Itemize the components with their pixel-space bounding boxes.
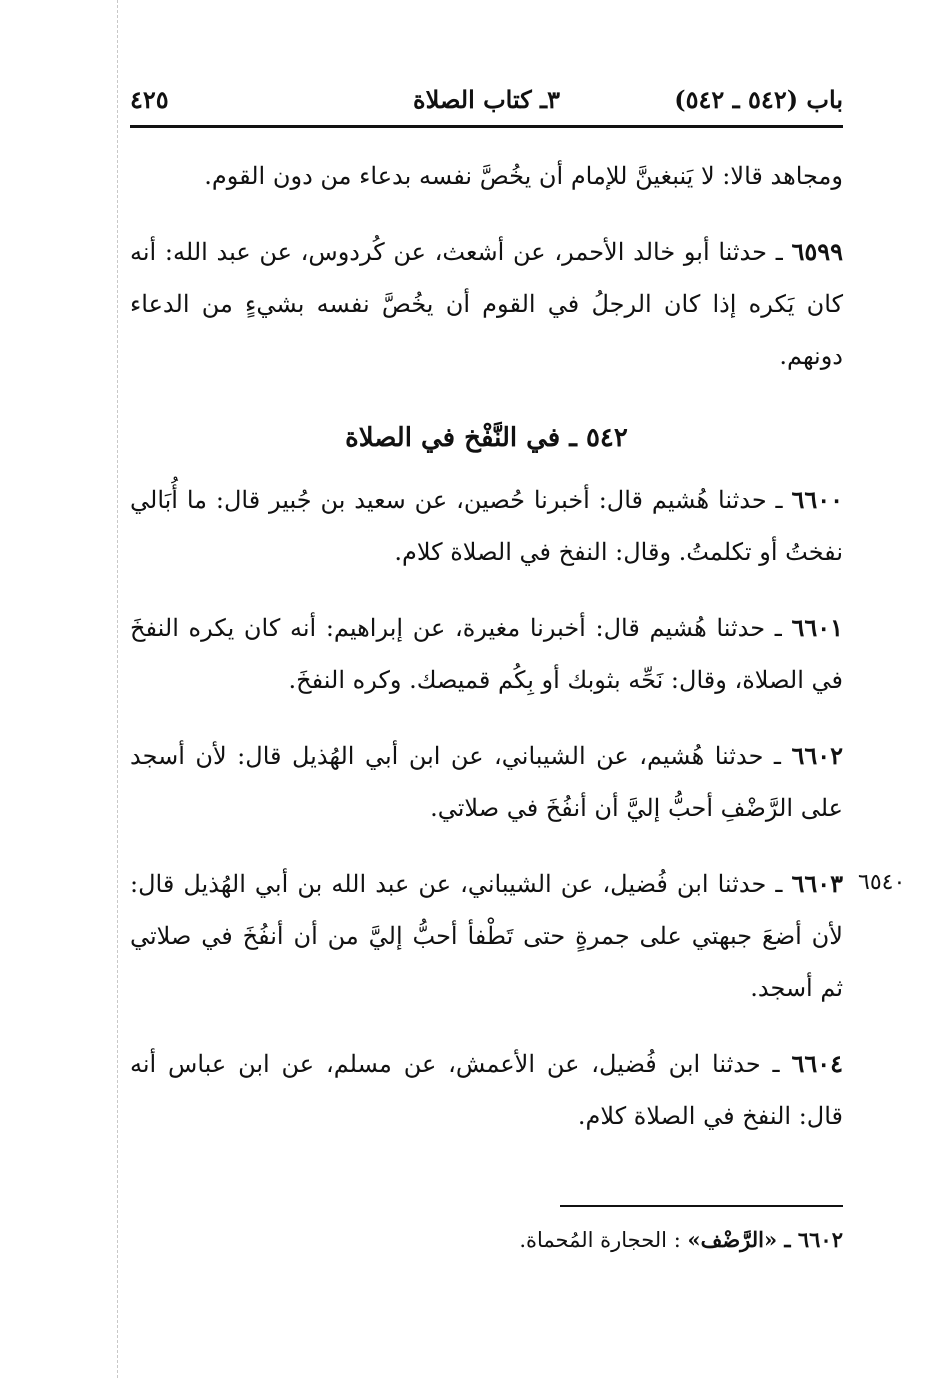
page-number: ٤٢٥	[130, 85, 169, 114]
hadith-6602: ٦٦٠٢ ـ حدثنا هُشيم، عن الشيباني، عن ابن أبي الهُذيل قال: لأن أسجد على الرَّضْفِ أحبُّ إليَّ أن أنفُخَ في صلاتي.	[130, 741, 843, 822]
margin-reference-number: ٦٥٤٠	[858, 870, 906, 895]
hadith-number: ٦٥٩٩	[791, 237, 843, 266]
hadith-number: ٦٦٠٢	[791, 741, 843, 770]
hadith-number: ٦٦٠٤	[791, 1049, 843, 1078]
hadith-number: ٦٦٠١	[791, 613, 843, 642]
hadith-6604: ٦٦٠٤ ـ حدثنا ابن فُضيل، عن الأعمش، عن مسلم، عن ابن عباس أنه قال: النفخ في الصلاة كلام.	[130, 1049, 843, 1130]
main-text	[130, 150, 843, 1142]
hadith-6599: ٦٥٩٩ ـ حدثنا أبو خالد الأحمر، عن أشعث، عن كُردوس، عن عبد الله: أنه كان يَكره إذا كان الرجلُ في القوم أن يخُصَّ نفسه بشيءٍ من الدعاء دونهم.	[130, 237, 843, 370]
hadith-number: ٦٦٠٣	[791, 869, 844, 898]
footnote-text: : الحجارة المُحماة.	[519, 1228, 688, 1252]
header-rule	[130, 125, 843, 128]
hadith-6600: ٦٦٠٠ ـ حدثنا هُشيم قال: أخبرنا حُصين، عن سعيد بن جُبير قال: ما أُبَالي نفختُ أو تكلمتُ. وقال: النفخ في الصلاة كلام.	[130, 485, 843, 566]
footnote-label: ٦٦٠٢ ـ «الرَّضْف»	[687, 1227, 843, 1252]
scan-gutter-line	[117, 0, 118, 1378]
hadith-6601: ٦٦٠١ ـ حدثنا هُشيم قال: أخبرنا مغيرة، عن إبراهيم: أنه كان يكره النفخَ في الصلاة، وقال: نَحِّه بثوبك أو بِكُم قميصك. وكره النفخَ.	[130, 613, 843, 694]
hadith-number: ٦٦٠٠	[791, 485, 843, 514]
paragraph-continuation: ومجاهد قالا: لا يَنبغينَّ للإمام أن يخُصَّ نفسه بدعاء من دون القوم.	[204, 162, 843, 190]
hadith-6603: ٦٦٠٣ ـ حدثنا ابن فُضيل، عن الشيباني، عن عبد الله بن أبي الهُذيل قال: لأن أضعَ جبهتي على جمرةٍ حتى تَطْفأ أحبُّ إليَّ من أن أنفُخَ في صلاتي ثم أسجد.	[130, 869, 844, 1002]
page-header	[130, 82, 843, 122]
footnote	[130, 1220, 843, 1260]
chapter-range: باب (٥٤٢ ـ ٥٤٢)	[674, 85, 843, 114]
book-title: ٣ـ كتاب الصلاة	[413, 85, 560, 114]
section-heading: ٥٤٢ ـ في النَّفْخ في الصلاة	[345, 423, 628, 453]
footnote-rule	[560, 1205, 843, 1207]
